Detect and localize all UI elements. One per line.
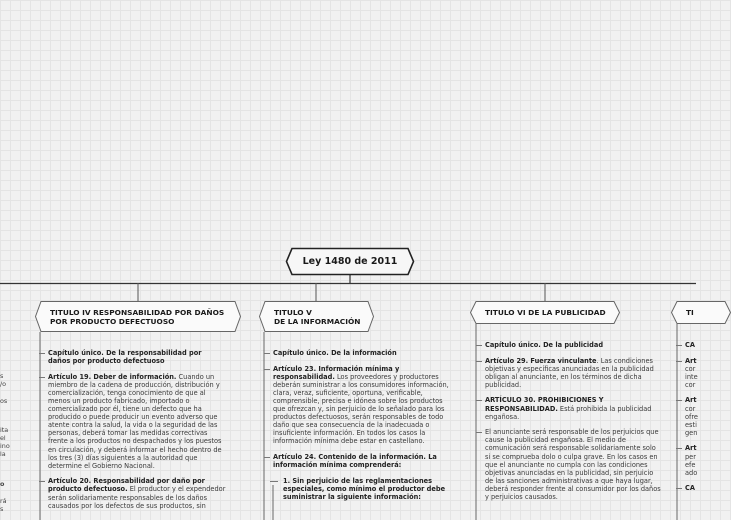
item-heading: 1. Sin perjuicio de las reglamentaciones especiales, como mínimo el productor debe suministrar la siguiente información: — [283, 476, 446, 501]
item-heading: Artículo 24. Contenido de la información. La información mínima comprenderá: — [273, 453, 437, 470]
item-heading: ARTÍCULO 30. PROHIBICIONES Y RESPONSABILIDAD. — [485, 396, 604, 413]
item-heading: Artículo 29. Fuerza vinculante — [485, 356, 597, 365]
item-heading: Art — [685, 396, 697, 405]
clipped-text-fragment: ino — [0, 442, 10, 450]
root-node[interactable] — [286, 248, 414, 275]
item-heading: CA — [685, 484, 695, 493]
item-heading: Capítulo único. De la responsabilidad por daños por producto defectuoso — [48, 349, 202, 366]
item-heading: Capítulo único. De la publicidad — [485, 341, 604, 349]
clipped-text-fragment: ita — [0, 426, 9, 434]
topic-item[interactable] — [685, 357, 715, 389]
item-body: Los proveedores y productores deberán suministrar a los consumidores información, clara, veraz, suficiente, oportuna, verificable, comprensible, precisa e idónea sobre los productos que ofrezcan y, sin perjuicio de lo señalado para los productos defectuosos, serán responsables de todo daño que sea consecuencia de la inadecuada o insuficiente información. En todos los casos la información mínima debe estar en castellano. — [273, 372, 449, 446]
item-heading: Art — [685, 356, 697, 365]
topic-title: TITULO V DE LA INFORMACIÓN — [274, 307, 361, 326]
topic-items-titulo-v — [273, 349, 449, 509]
topic-title: TITULO VI DE LA PUBLICIDAD — [485, 308, 606, 317]
topic-items-titulo-vi — [485, 341, 661, 509]
topic-item[interactable] — [273, 349, 449, 357]
topic-item[interactable] — [485, 396, 661, 420]
topic-title: TI — [686, 308, 694, 317]
topic-node-titulo-v[interactable] — [259, 301, 374, 332]
topic-item[interactable] — [273, 453, 449, 469]
item-heading: Capítulo único. De la información — [273, 349, 397, 357]
topic-item[interactable] — [48, 349, 226, 365]
topic-item[interactable] — [283, 477, 449, 501]
topic-node-titulo-iv[interactable] — [35, 301, 241, 332]
clipped-text-fragment: rá — [0, 497, 7, 505]
item-body: cor inte cor — [685, 364, 698, 389]
clipped-text-fragment: /o — [0, 380, 7, 388]
item-body: El productor y el expendedor serán solidariamente responsables de los daños causados por los defectos de sus productos, sin — [48, 485, 226, 510]
item-body: Está prohibida la publicidad engañosa. — [485, 404, 652, 421]
topic-title: TITULO IV RESPONSABILIDAD POR DAÑOS POR PRODUCTO DEFECTUOSO — [50, 307, 225, 326]
topic-item[interactable] — [485, 357, 661, 389]
topic-item[interactable] — [48, 373, 226, 470]
item-heading: Art — [685, 444, 697, 453]
topic-node-titulo-vii[interactable] — [671, 301, 731, 324]
item-body: cor ofre esti gen — [685, 404, 698, 437]
clipped-text-fragment: la — [0, 450, 6, 458]
item-body: Cuando un miembro de la cadena de producción, distribución y comercialización, tenga conocimiento de que al menos un producto fabricado, importado o comercializado por él, tiene un defecto que ha producido o puede producir un evento adverso que atente contra la salud, la vida o la seguridad de las personas, deberá tomar las medidas correctivas frente a los productos no despachados y los puestos en circulación, y deberá informar el hecho dentro de los tres (3) días siguientes a la autoridad que determine el Gobierno Nacional. — [48, 372, 222, 470]
topic-item[interactable] — [685, 341, 715, 349]
topic-item[interactable] — [485, 341, 661, 349]
item-body: El anunciante será responsable de los perjuicios que cause la publicidad engañosa. El medio de comunicación será responsable solidariamente solo si se comprueba dolo o culpa grave. En los casos en que el anunciante no cumpla con las condiciones objetivas anunciadas en la publicidad, sin perjuicio de las sanciones administrativas a que haya lugar, deberá responder frente al consumidor por los daños y perjuicios causados. — [485, 428, 661, 501]
topic-item[interactable] — [273, 365, 449, 446]
topic-items-titulo-iv — [48, 349, 226, 517]
clipped-text-fragment: s — [0, 505, 4, 513]
item-heading: Artículo 19. Deber de información. — [48, 372, 177, 381]
item-body: . Las condiciones objetivas y específicas anunciadas en la publicidad obligan al anunciante, en los términos de dicha publicidad. — [485, 356, 654, 389]
topic-item[interactable] — [685, 444, 715, 476]
topic-item[interactable] — [685, 396, 715, 436]
clipped-text-fragment: o — [0, 480, 5, 488]
clipped-text-fragment: s — [0, 372, 4, 380]
topic-item[interactable] — [485, 428, 661, 501]
item-heading: Artículo 23. Información mínima y responsabilidad. — [273, 364, 400, 381]
clipped-text-fragment: os — [0, 397, 8, 405]
item-heading: CA — [685, 341, 695, 349]
item-body: per efe ado — [685, 452, 698, 477]
root-title: Ley 1480 de 2011 — [302, 256, 398, 267]
topic-item[interactable] — [48, 477, 226, 509]
topic-node-titulo-vi[interactable] — [470, 301, 620, 324]
topic-item[interactable] — [685, 484, 715, 492]
topic-items-titulo-vii — [685, 341, 715, 500]
item-heading: Artículo 20. Responsabilidad por daño por producto defectuoso. — [48, 477, 205, 494]
clipped-text-fragment: el — [0, 434, 6, 442]
